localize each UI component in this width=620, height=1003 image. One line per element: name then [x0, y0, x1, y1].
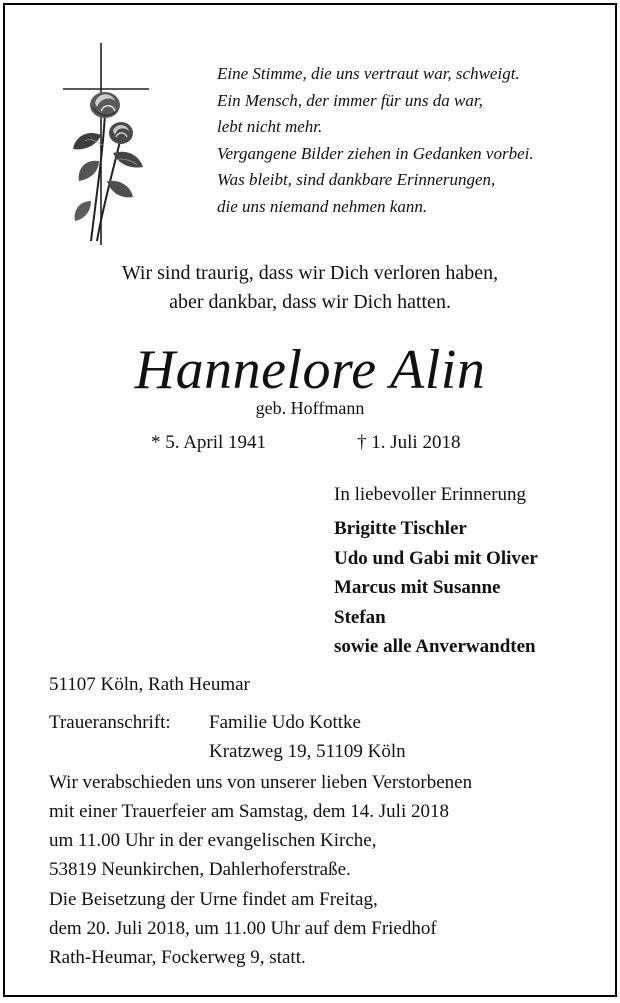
poem-line: Eine Stimme, die uns vertraut war, schweigt.: [217, 64, 520, 83]
burial-line: Rath-Heumar, Fockerweg 9, statt.: [49, 947, 306, 968]
deceased-name: Hannelore Alin: [134, 339, 486, 401]
burial-line: Die Beisetzung der Urne findet am Freitag,: [49, 889, 378, 910]
intro-text: [5, 259, 615, 316]
mourner-name: Brigitte Tischler: [334, 518, 467, 539]
mourner-name: sowie alle Anverwandten: [334, 636, 536, 657]
maiden-name: geb. Hoffmann: [255, 398, 365, 418]
cross-with-roses-icon: [61, 41, 161, 247]
mourning-address: [209, 708, 406, 766]
mourner-name: Udo und Gabi mit Oliver: [334, 547, 538, 569]
burial-line: dem 20. Juli 2018, um 11.00 Uhr auf dem Friedhof: [49, 918, 437, 939]
service-line: Wir verabschieden uns von unserer lieben Verstorbenen: [49, 772, 473, 793]
funeral-service-text: [49, 768, 472, 884]
address-line-1: Familie Udo Kottke: [209, 712, 361, 733]
poem-line: Was bleibt, sind dankbare Erinnerungen,: [217, 170, 496, 189]
mourners-heading: In liebevoller Erinnerung: [334, 484, 527, 505]
poem-verse: [217, 61, 597, 220]
intro-line-2: aber dankbar, dass wir Dich hatten.: [169, 290, 451, 313]
intro-line-1: Wir sind traurig, dass wir Dich verloren haben,: [121, 262, 499, 284]
birth-date: * 5. April 1941: [151, 432, 267, 453]
residence-location: 51107 Köln, Rath Heumar: [49, 674, 250, 695]
burial-text: [49, 885, 437, 972]
poem-line: lebt nicht mehr.: [217, 117, 323, 136]
mourner-name: Stefan: [334, 606, 386, 628]
mourners-list: [334, 514, 538, 662]
address-line-2: Kratzweg 19, 51109 Köln: [209, 741, 406, 762]
service-line: 53819 Neunkirchen, Dahlerhoferstraße.: [49, 859, 351, 880]
service-line: um 11.00 Uhr in der evangelischen Kirche,: [49, 830, 377, 851]
poem-line: Vergangene Bilder ziehen in Gedanken vorbei.: [217, 143, 534, 163]
death-date: † 1. Juli 2018: [357, 432, 461, 453]
poem-line: die uns niemand nehmen kann.: [217, 196, 428, 216]
mourner-name: Marcus mit Susanne: [334, 577, 501, 598]
service-line: mit einer Trauerfeier am Samstag, dem 14. Juli 2018: [49, 801, 449, 822]
poem-line: Ein Mensch, der immer für uns da war,: [217, 90, 483, 110]
obituary-notice: [3, 3, 617, 997]
address-label: Traueranschrift:: [49, 712, 171, 733]
